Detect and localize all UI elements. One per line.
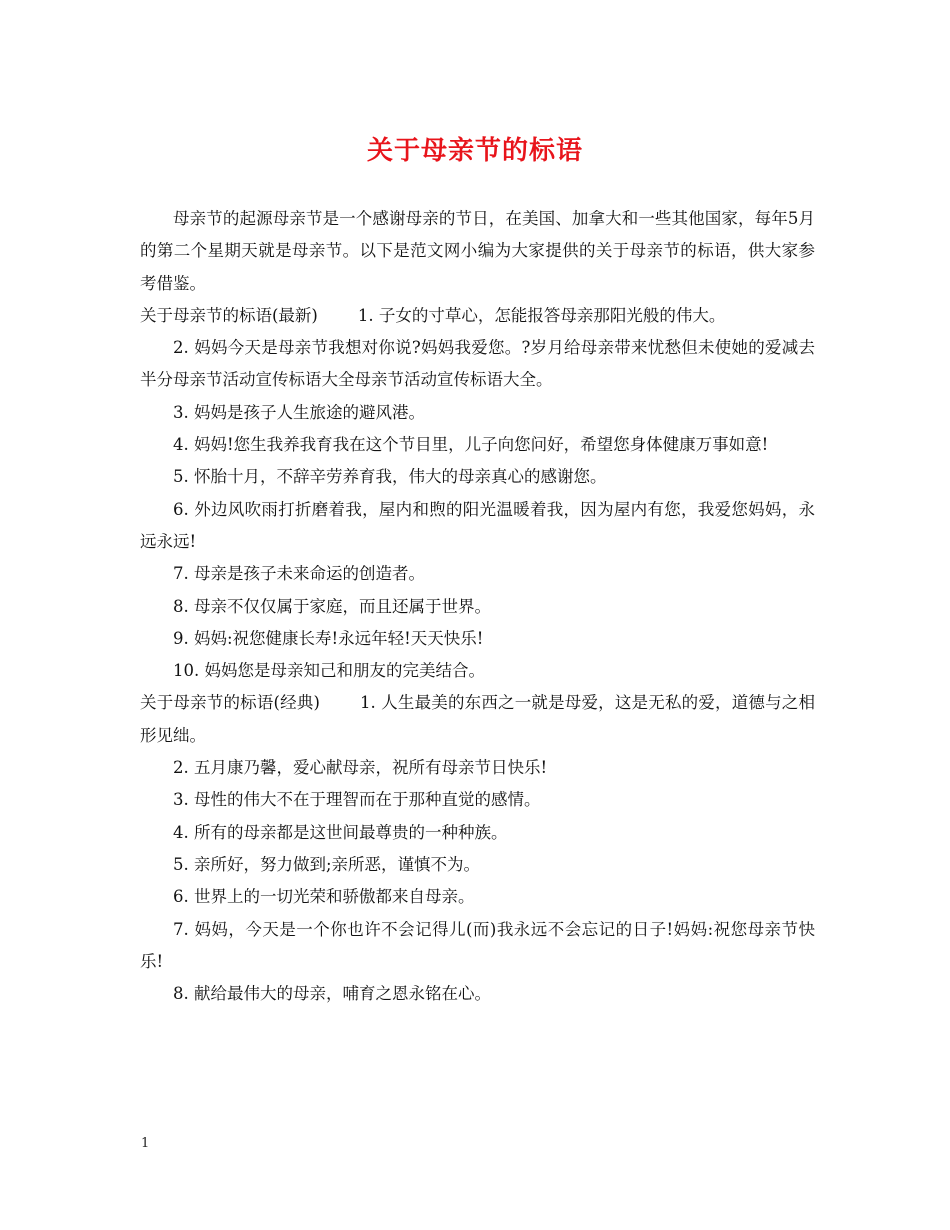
slogan-item: 2. 妈妈今天是母亲节我想对你说?妈妈我爱您。?岁月给母亲带来忧愁但未使她的爱减去半分母亲节活动宣传标语大全母亲节活动宣传标语大全。 xyxy=(140,338,815,390)
slogan-item: 3. 母性的伟大不在于理智而在于那种直觉的感情。 xyxy=(173,790,541,810)
slogan-item: 7. 母亲是孩子未来命运的创造者。 xyxy=(173,564,425,584)
slogan-item: 10. 妈妈您是母亲知己和朋友的完美结合。 xyxy=(173,661,485,681)
document-title: 关于母亲节的标语 xyxy=(366,136,583,166)
section-classic-heading-line xyxy=(140,687,815,752)
slogan-item: 8. 献给最伟大的母亲，哺育之恩永铭在心。 xyxy=(173,984,491,1004)
slogan-item: 6. 外边风吹雨打折磨着我，屋内和煦的阳光温暖着我，因为屋内有您，我爱您妈妈，永远永远! xyxy=(140,499,815,551)
slogan-item: 8. 母亲不仅仅属于家庭，而且还属于世界。 xyxy=(173,596,491,616)
slogan-item: 2. 五月康乃馨，爱心献母亲，祝所有母亲节日快乐! xyxy=(173,758,548,778)
document-body xyxy=(140,203,815,1010)
slogan-item: 6. 世界上的一切光荣和骄傲都来自母亲。 xyxy=(173,887,475,907)
slogan-item: 5. 亲所好，努力做到;亲所恶，谨慎不为。 xyxy=(173,854,481,874)
slogan-item: 9. 妈妈:祝您健康长寿!永远年轻!天天快乐! xyxy=(173,628,484,648)
page-number: 1 xyxy=(141,1136,150,1151)
slogan-item: 3. 妈妈是孩子人生旅途的避风港。 xyxy=(173,402,425,422)
slogan-item: 4. 所有的母亲都是这世间最尊贵的一种种族。 xyxy=(173,822,508,842)
slogan-item: 7. 妈妈，今天是一个你也许不会记得儿(而)我永远不会忘记的日子!妈妈:祝您母亲节快乐! xyxy=(140,919,815,971)
slogan-item: 4. 妈妈!您生我养我育我在这个节目里，儿子向您问好，希望您身体健康万事如意! xyxy=(173,435,769,455)
slogan-item: 1. 子女的寸草心，怎能报答母亲那阳光般的伟大。 xyxy=(357,305,726,325)
section-latest-heading-line xyxy=(140,300,815,332)
section-latest-heading: 关于母亲节的标语(最新) xyxy=(140,305,318,325)
intro-paragraph: 母亲节的起源母亲节是一个感谢母亲的节日，在美国、加拿大和一些其他国家，每年5月的第二个星期天就是母亲节。以下是范文网小编为大家提供的关于母亲节的标语，供大家参考借鉴。 xyxy=(140,209,815,293)
slogan-item: 5. 怀胎十月，不辞辛劳养育我，伟大的母亲真心的感谢您。 xyxy=(173,467,607,487)
section-classic-heading: 关于母亲节的标语(经典) xyxy=(140,693,320,713)
slogan-item: 1. 人生最美的东西之一就是母爱，这是无私的爱，道德与之相形见绌。 xyxy=(140,693,815,745)
